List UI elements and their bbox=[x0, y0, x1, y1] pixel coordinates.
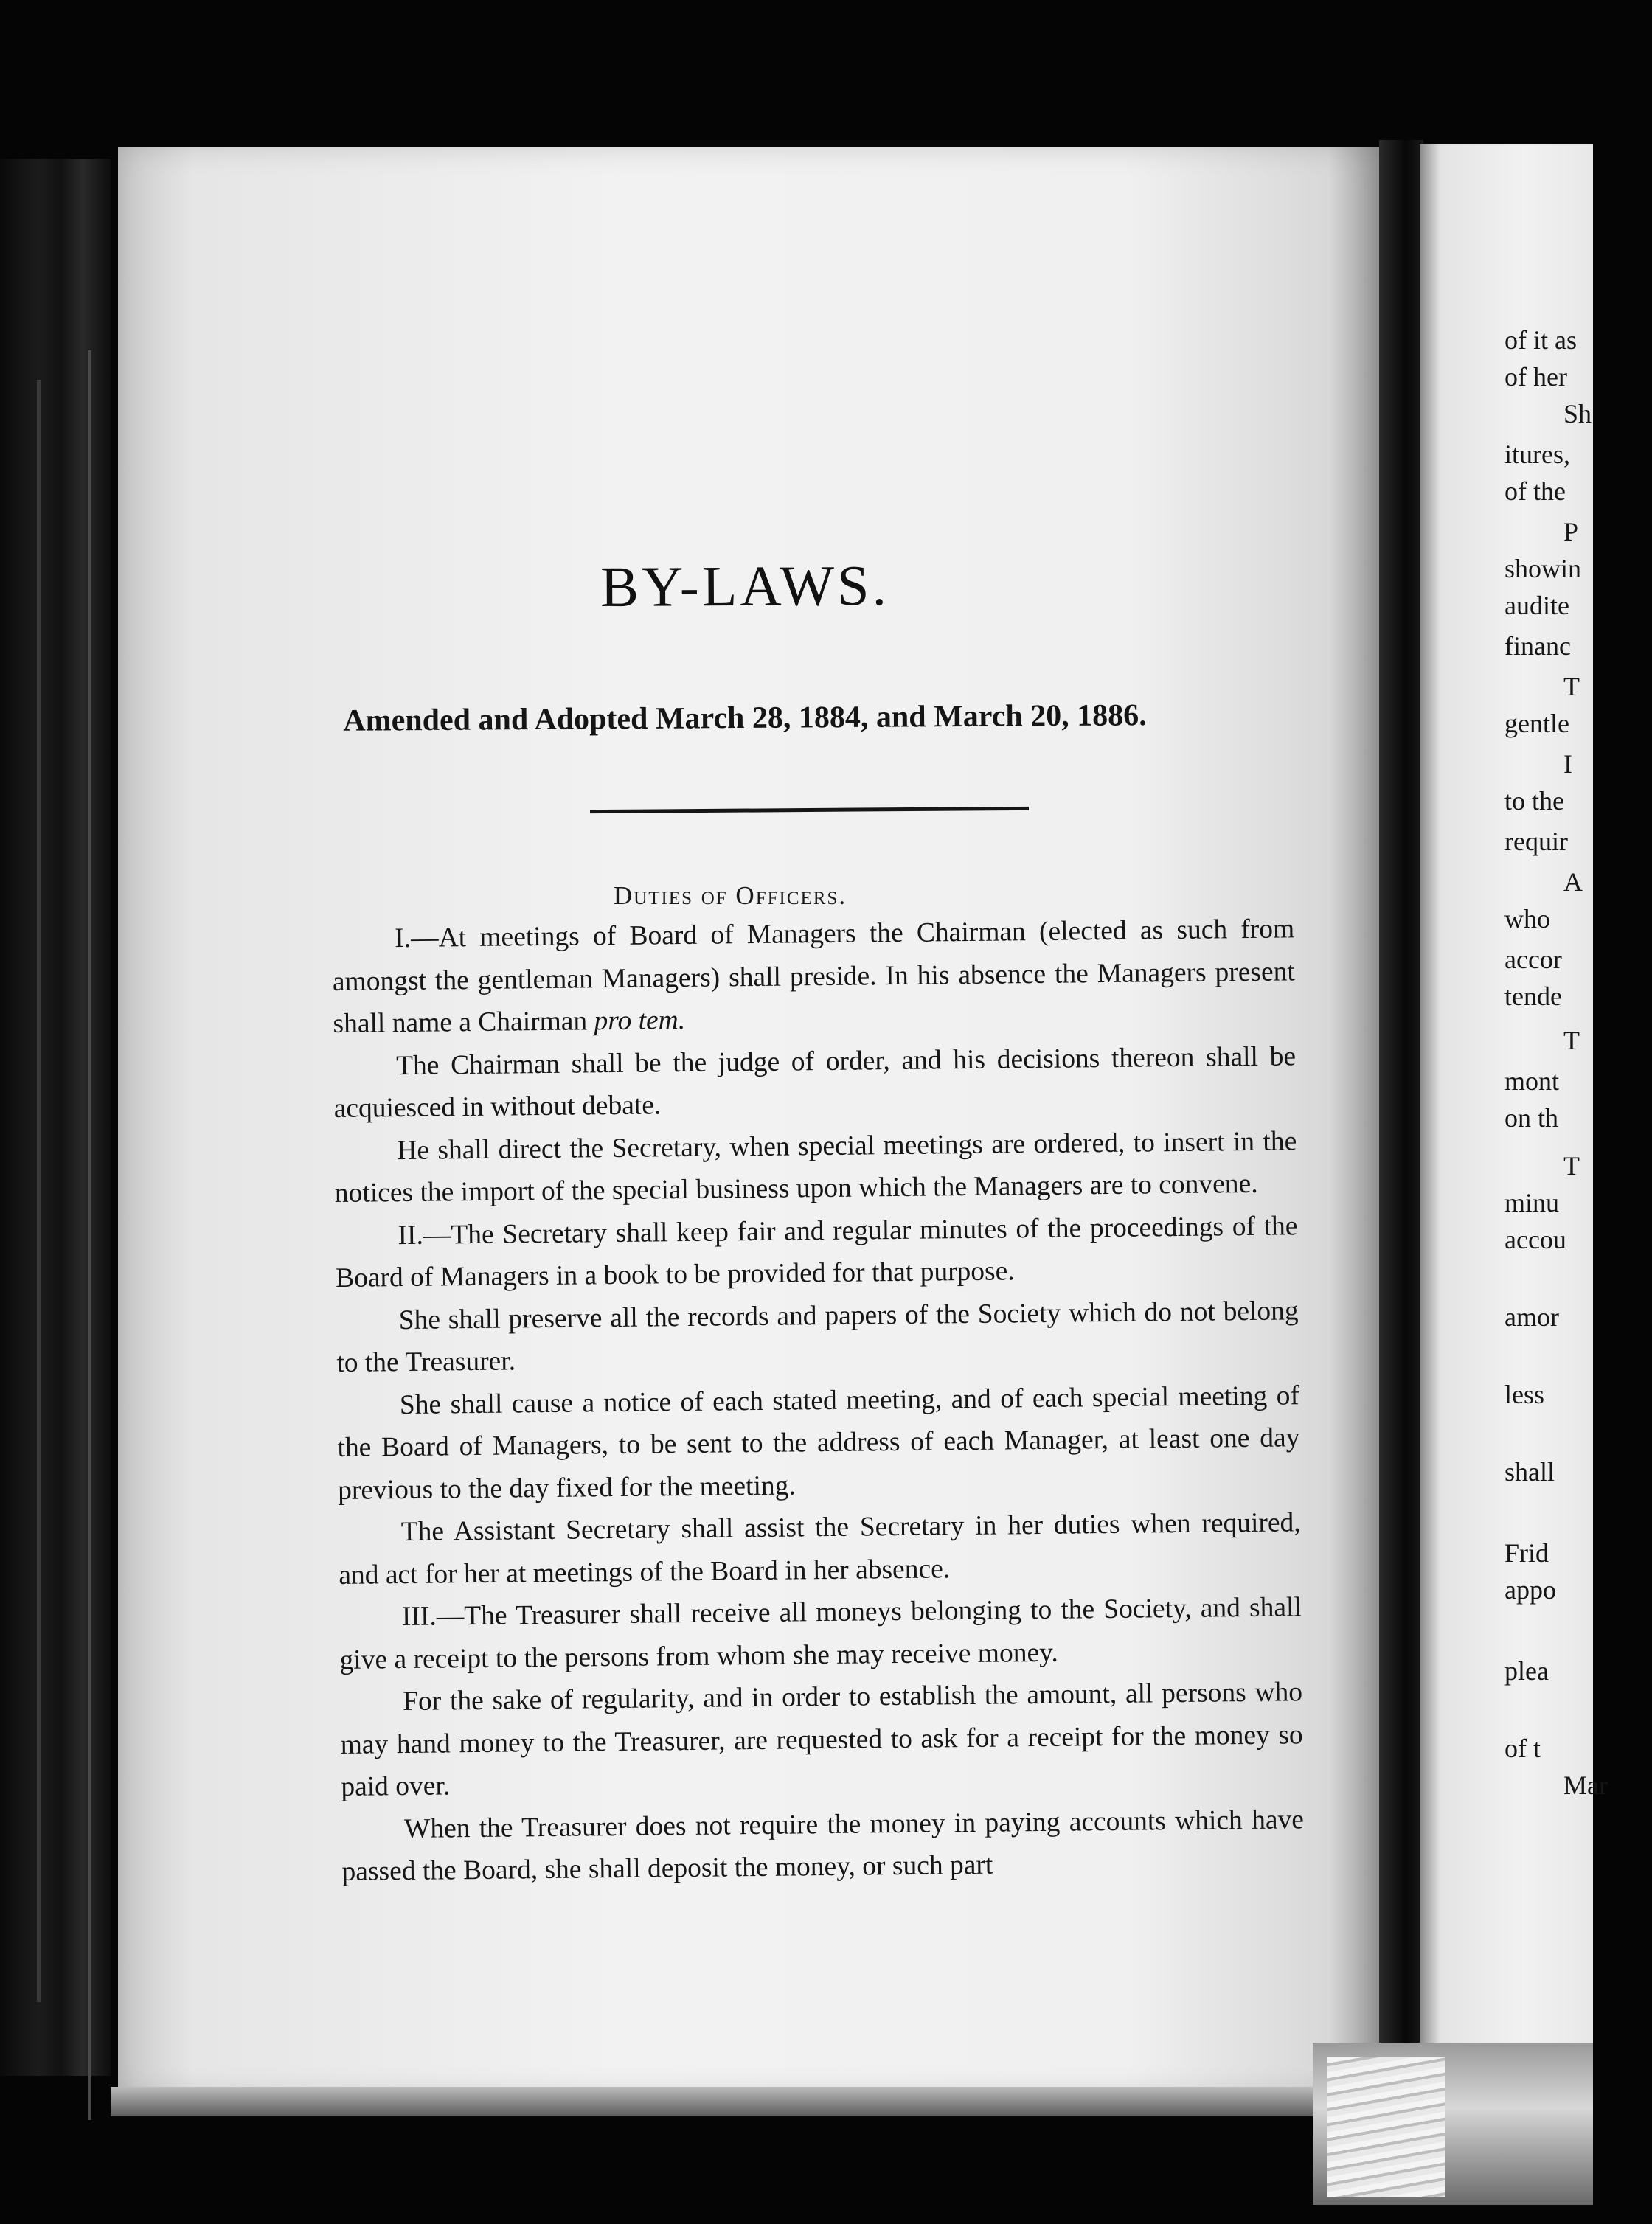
right-page-line: itures, bbox=[1504, 439, 1570, 469]
binding-stripe bbox=[37, 380, 41, 2002]
right-page-line: I bbox=[1564, 749, 1572, 779]
book-binding-left bbox=[0, 159, 111, 2076]
paragraph: III.—The Treasurer shall receive all moneys belonging to the Society, and shall give a receipt to the persons from whom she may receive money. bbox=[339, 1592, 1302, 1675]
right-page-line: audite bbox=[1504, 591, 1569, 620]
paragraph-text: I.—At meetings of Board of Managers the Chairman (elected as such from amongst the gentleman Managers) shall preside. In his absence the Managers present shall name a Chairman bbox=[332, 914, 1296, 1039]
right-page-line: less bbox=[1504, 1380, 1544, 1409]
right-page-line: tende bbox=[1504, 981, 1562, 1011]
right-page-line: showin bbox=[1504, 554, 1582, 583]
right-page-line: to the bbox=[1504, 786, 1564, 816]
right-page-line: minu bbox=[1504, 1188, 1560, 1217]
right-page-line: T bbox=[1564, 1026, 1580, 1055]
right-page-line: of t bbox=[1504, 1734, 1541, 1763]
page-bottom-edge bbox=[111, 2087, 1394, 2116]
right-page-line: amor bbox=[1504, 1302, 1559, 1332]
paragraph: The Chairman shall be the judge of order, and his decisions thereon shall be acquiesced in without debate. bbox=[333, 1040, 1297, 1124]
right-page-line: T bbox=[1564, 1151, 1580, 1181]
right-page-line: shall bbox=[1504, 1457, 1555, 1487]
right-page-line: who bbox=[1504, 904, 1550, 934]
right-page-line: mont bbox=[1504, 1066, 1560, 1096]
paragraph: She shall cause a notice of each stated meeting, and of each special meeting of the Board of Managers, to be sent to the address of each Manager, at least one day previous to the day fixed for the meeting. bbox=[337, 1380, 1300, 1506]
paragraph: The Assistant Secretary shall assist the Secretary in her duties when required, and act for her at meetings of the Board in her absence. bbox=[339, 1507, 1301, 1591]
section-heading: Duties of Officers. bbox=[613, 881, 847, 910]
paragraph-italic: pro tem. bbox=[594, 1004, 686, 1037]
paragraph: II.—The Secretary shall keep fair and regular minutes of the proceedings of the Board of Managers in a book to be provided for that purpose. bbox=[335, 1210, 1298, 1293]
paragraph: When the Treasurer does not require the money in paying accounts which have passed the Board, she shall deposit the money, or such part bbox=[341, 1804, 1305, 1887]
right-page-line: Mar bbox=[1564, 1770, 1608, 1800]
right-page-line: accor bbox=[1504, 945, 1562, 974]
right-page-line: plea bbox=[1504, 1656, 1549, 1686]
right-page-bottom-edge bbox=[1313, 2043, 1593, 2205]
page-subtitle: Amended and Adopted March 28, 1884, and March 20, 1886. bbox=[343, 698, 1147, 738]
right-page-line: of the bbox=[1504, 476, 1566, 506]
paragraph: He shall direct the Secretary, when special meetings are ordered, to insert in the notices the import of the special business upon which the Managers are to convene. bbox=[334, 1125, 1297, 1209]
binding-stripe bbox=[88, 350, 91, 2120]
paragraph bbox=[332, 908, 1296, 1045]
right-page-line: Frid bbox=[1504, 1538, 1549, 1568]
right-page-line: gentle bbox=[1504, 709, 1569, 738]
paragraph: For the sake of regularity, and in order to establish the amount, all persons who may hand money to the Treasurer, are requested to ask for a receipt for the money so paid over. bbox=[340, 1677, 1303, 1802]
right-page-line: Sh bbox=[1564, 399, 1592, 428]
right-page-line: accou bbox=[1504, 1225, 1566, 1254]
right-page-line: of it as bbox=[1504, 325, 1577, 355]
right-page-line: P bbox=[1564, 517, 1579, 546]
page-title: BY-LAWS. bbox=[600, 552, 890, 619]
right-page-line: T bbox=[1564, 672, 1580, 701]
right-page-line: A bbox=[1564, 867, 1583, 897]
right-page-line: financ bbox=[1504, 631, 1571, 661]
right-page-line: of her bbox=[1504, 362, 1567, 392]
right-page-line: appo bbox=[1504, 1575, 1556, 1605]
right-page-line: requir bbox=[1504, 827, 1568, 856]
book-gutter bbox=[1379, 140, 1423, 2131]
body-text bbox=[332, 908, 1305, 1893]
torn-paper bbox=[1328, 2057, 1446, 2197]
right-page-line: on th bbox=[1504, 1103, 1559, 1133]
paragraph: She shall preserve all the records and papers of the Society which do not belong to the Treasurer. bbox=[336, 1295, 1299, 1378]
